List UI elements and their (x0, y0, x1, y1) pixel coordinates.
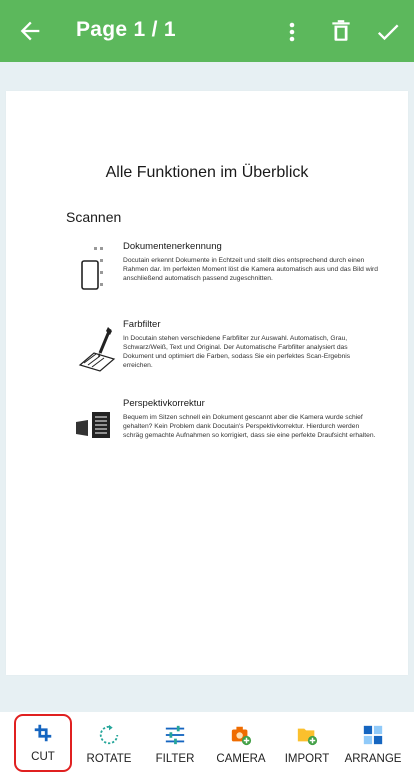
feature-heading: Farbfilter (123, 319, 161, 330)
feature-heading: Dokumentenerkennung (123, 241, 222, 252)
perspective-docs-icon (74, 402, 120, 452)
check-icon[interactable] (374, 18, 402, 46)
camera-label: CAMERA (216, 753, 266, 765)
import-button[interactable] (278, 716, 336, 774)
filter-button[interactable] (146, 716, 204, 774)
camera-button[interactable] (212, 716, 270, 774)
filter-sliders-icon (164, 724, 186, 746)
section-heading: Scannen (66, 209, 122, 225)
rotate-icon (98, 724, 120, 746)
pen-document-icon (74, 323, 120, 373)
more-vertical-icon[interactable] (282, 18, 302, 46)
document-title: Alle Funktionen im Überblick (105, 164, 309, 181)
filter-label: FILTER (155, 753, 195, 765)
feature-body: In Docutain stehen verschiedene Farbfilter zur Auswahl. Automatisch, Grau, Schwarz/Weiß, Text und Original. Der Automatische Farbfilter analysiert das Dokument und optimiert die Farben, sodass Sie ein perfektes Scan-Ergebnis erreichen. (123, 335, 351, 369)
back-arrow-icon[interactable] (16, 17, 44, 45)
folder-add-icon (296, 724, 318, 746)
app-bar (0, 0, 414, 62)
trash-icon[interactable] (328, 17, 354, 45)
arrange-grid-icon (362, 724, 384, 746)
bottom-toolbar (0, 712, 414, 778)
document-page[interactable] (6, 91, 408, 675)
camera-add-icon (230, 724, 252, 746)
feature-body: Bequem im Sitzen schnell ein Dokument gescannt aber die Kamera wurde schief gehalten? Kein Problem dank Docutain's Perspektivkorrektur. Hierdurch werden schräg gemachte Aufnahmen so korrigiert, dass sie eine perfekte Draufsicht erhalten. (123, 414, 376, 439)
feature-body: Docutain erkennt Dokumente in Echtzeit und stellt dies entsprechend durch einen Rahmen dar. Im perfekten Moment löst die Kamera automatisch aus und das Bild wird anschließend automatisch passend zugeschnitten. (123, 257, 378, 282)
phone-frame-icon (74, 245, 120, 295)
arrange-button[interactable] (344, 716, 402, 774)
import-label: IMPORT (284, 753, 330, 765)
crop-icon (32, 722, 54, 744)
rotate-button[interactable] (80, 716, 138, 774)
feature-heading: Perspektivkorrektur (123, 398, 205, 409)
cut-button[interactable] (14, 714, 72, 772)
document-viewer[interactable] (0, 62, 414, 712)
cut-label: CUT (31, 751, 55, 763)
arrange-label: ARRANGE (344, 753, 402, 765)
rotate-label: ROTATE (86, 753, 132, 765)
page-title: Page 1 / 1 (76, 18, 176, 41)
